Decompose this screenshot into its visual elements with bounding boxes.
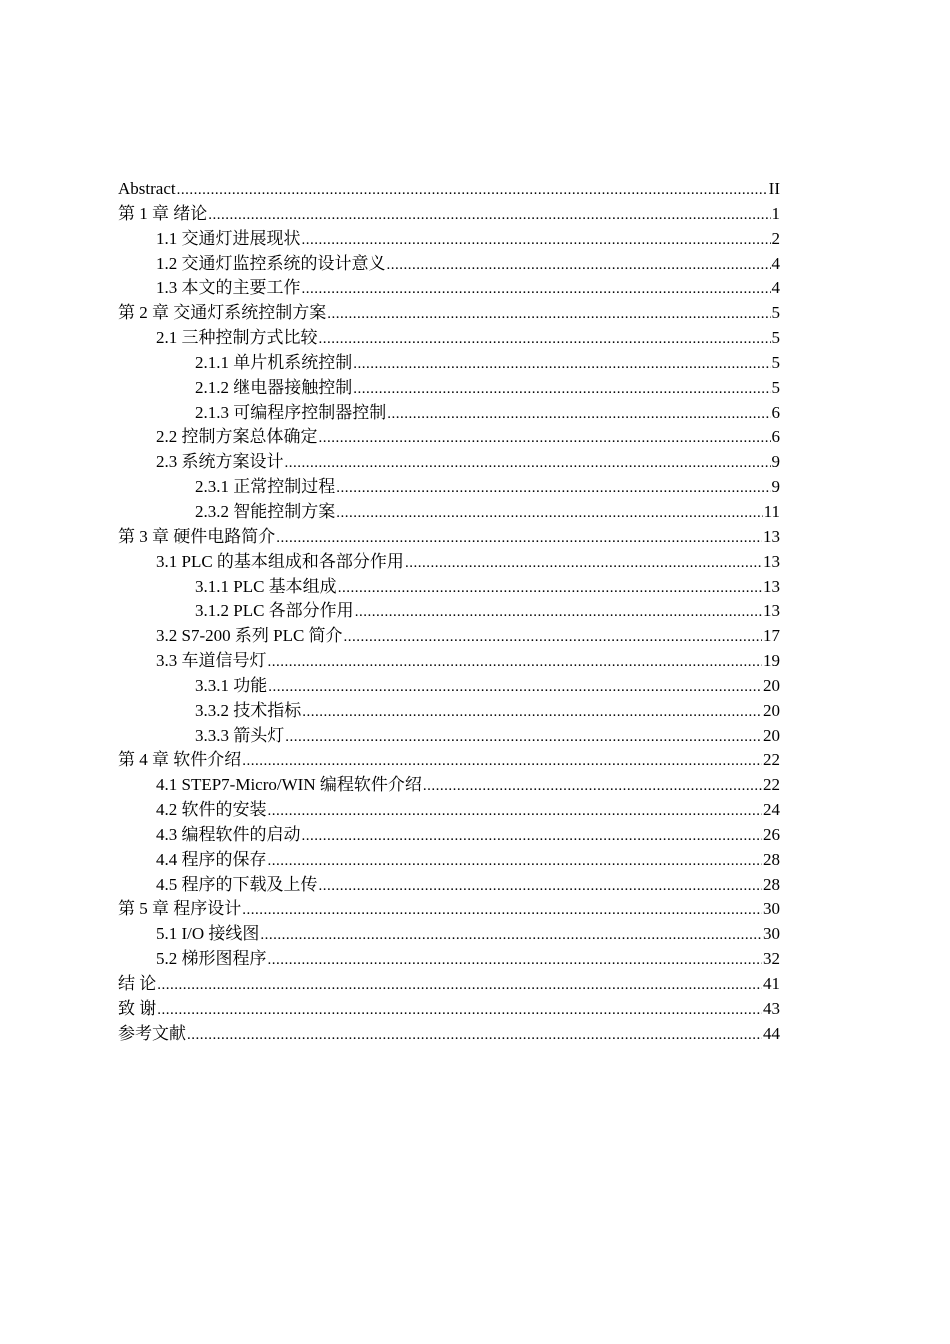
toc-dot-leader [268, 849, 763, 874]
toc-dot-leader [338, 576, 762, 601]
toc-dot-leader [268, 675, 762, 700]
toc-entry-page-number: 43 [763, 998, 780, 1018]
toc-entry-page-number: 28 [763, 874, 780, 894]
toc-entry-title: 4.4 程序的保存 [156, 849, 267, 869]
toc-dot-leader [353, 377, 770, 402]
toc-entry-title: 1.2 交通灯监控系统的设计意义 [156, 253, 386, 273]
toc-entry-page-number: II [768, 179, 780, 198]
toc-entry-title: 3.1.1 PLC 基本组成 [195, 576, 337, 596]
toc-entry-title: 5.2 梯形图程序 [156, 949, 267, 969]
toc-entry[interactable] [118, 376, 780, 401]
toc-entry-page-number: 6 [771, 402, 780, 422]
table-of-contents [118, 177, 780, 1047]
toc-entry[interactable] [118, 773, 780, 798]
toc-entry-title: 第 1 章 绪论 [118, 203, 208, 223]
toc-dot-leader [355, 600, 762, 625]
toc-entry-page-number: 13 [763, 526, 780, 546]
toc-entry-title: 1.1 交通灯进展现状 [156, 228, 301, 248]
toc-entry-page-number: 2 [771, 228, 780, 248]
toc-entry[interactable] [118, 599, 780, 624]
toc-entry-page-number: 5 [771, 377, 780, 397]
toc-entry-title: 4.1 STEP7-Micro/WIN 编程软件介绍 [156, 775, 422, 795]
toc-dot-leader [187, 1023, 762, 1048]
toc-entry-page-number: 5 [771, 303, 780, 323]
toc-dot-leader [336, 501, 762, 526]
toc-entry[interactable] [118, 276, 780, 301]
toc-entry-title: 第 5 章 程序设计 [118, 899, 242, 919]
toc-dot-leader [242, 898, 762, 923]
toc-entry-page-number: 20 [763, 700, 780, 720]
toc-entry-page-number: 11 [763, 501, 780, 521]
toc-entry[interactable] [118, 1022, 780, 1047]
toc-entry-title: 第 3 章 硬件电路简介 [118, 526, 276, 546]
toc-entry-page-number: 28 [763, 849, 780, 869]
toc-dot-leader [405, 551, 762, 576]
toc-entry[interactable] [118, 575, 780, 600]
toc-entry-title: 3.1 PLC 的基本组成和各部分作用 [156, 551, 404, 571]
toc-entry-title: 5.1 I/O 接线图 [156, 924, 260, 944]
toc-entry[interactable] [118, 227, 780, 252]
toc-entry-page-number: 26 [763, 824, 780, 844]
toc-entry[interactable] [118, 202, 780, 227]
toc-entry-title: 结 论 [118, 974, 157, 993]
toc-entry-title: 3.2 S7-200 系列 PLC 简介 [156, 626, 343, 646]
toc-dot-leader [319, 327, 771, 352]
toc-entry[interactable] [118, 401, 780, 426]
toc-dot-leader [387, 253, 771, 278]
toc-entry-title: 3.3.3 箭头灯 [195, 725, 285, 745]
toc-dot-leader [285, 451, 771, 476]
toc-entry[interactable] [118, 699, 780, 724]
toc-entry-title: 2.3.1 正常控制过程 [195, 477, 336, 497]
toc-dot-leader [157, 998, 762, 1023]
toc-entry-page-number: 32 [763, 949, 780, 969]
toc-entry[interactable] [118, 252, 780, 277]
toc-entry-page-number: 22 [763, 750, 780, 770]
toc-entry[interactable] [118, 450, 780, 475]
toc-entry[interactable] [118, 177, 780, 202]
toc-entry-title: 2.1 三种控制方式比较 [156, 328, 318, 348]
toc-entry[interactable] [118, 525, 780, 550]
toc-dot-leader [276, 526, 762, 551]
toc-entry[interactable] [118, 823, 780, 848]
toc-entry-title: 3.3 车道信号灯 [156, 651, 267, 671]
toc-entry[interactable] [118, 972, 780, 997]
toc-entry[interactable] [118, 873, 780, 898]
toc-entry-title: 3.3.1 功能 [195, 675, 268, 695]
toc-entry-page-number: 30 [763, 899, 780, 919]
toc-entry[interactable] [118, 724, 780, 749]
toc-dot-leader [268, 799, 763, 824]
toc-entry-title: 第 2 章 交通灯系统控制方案 [118, 303, 327, 323]
toc-entry-page-number: 6 [771, 427, 780, 447]
toc-entry-title: 2.3.2 智能控制方案 [195, 501, 336, 521]
toc-entry-page-number: 30 [763, 924, 780, 944]
toc-entry-title: 2.3 系统方案设计 [156, 452, 284, 472]
toc-entry-title: Abstract [118, 179, 176, 198]
toc-dot-leader [327, 302, 770, 327]
toc-dot-leader [268, 650, 763, 675]
toc-dot-leader [177, 178, 768, 203]
toc-entry[interactable] [118, 649, 780, 674]
toc-entry[interactable] [118, 500, 780, 525]
toc-entry[interactable] [118, 748, 780, 773]
toc-entry-title: 3.1.2 PLC 各部分作用 [195, 601, 354, 621]
toc-dot-leader [302, 228, 771, 253]
toc-dot-leader [302, 277, 771, 302]
toc-dot-leader [344, 625, 762, 650]
toc-entry-title: 4.5 程序的下载及上传 [156, 874, 318, 894]
toc-entry-title: 2.2 控制方案总体确定 [156, 427, 318, 447]
toc-entry-title: 1.3 本文的主要工作 [156, 278, 301, 298]
toc-dot-leader [319, 874, 763, 899]
toc-entry-page-number: 13 [763, 576, 780, 596]
toc-dot-leader [260, 923, 762, 948]
toc-entry[interactable] [118, 997, 780, 1022]
toc-dot-leader [353, 352, 770, 377]
toc-dot-leader [302, 824, 763, 849]
toc-entry-title: 3.3.2 技术指标 [195, 700, 302, 720]
toc-entry-title: 2.1.2 继电器接触控制 [195, 377, 353, 397]
toc-entry[interactable] [118, 351, 780, 376]
toc-entry-page-number: 13 [763, 601, 780, 621]
toc-entry-title: 4.2 软件的安装 [156, 800, 267, 820]
toc-entry[interactable] [118, 848, 780, 873]
toc-dot-leader [336, 476, 770, 501]
toc-entry-title: 参考文献 [118, 1023, 186, 1043]
toc-entry-page-number: 41 [763, 974, 780, 993]
toc-dot-leader [423, 774, 762, 799]
toc-entry-page-number: 5 [771, 352, 780, 372]
toc-entry-page-number: 4 [771, 278, 780, 298]
toc-entry-page-number: 1 [771, 203, 780, 223]
toc-entry-page-number: 20 [763, 725, 780, 745]
toc-entry-page-number: 20 [763, 675, 780, 695]
toc-entry[interactable] [118, 624, 780, 649]
toc-entry-page-number: 44 [763, 1023, 780, 1043]
toc-dot-leader [268, 948, 763, 973]
toc-dot-leader [302, 700, 762, 725]
toc-dot-leader [157, 973, 762, 998]
toc-entry[interactable] [118, 550, 780, 575]
toc-entry-page-number: 17 [763, 626, 780, 646]
toc-entry-title: 第 4 章 软件介绍 [118, 750, 242, 770]
toc-entry-title: 致 谢 [118, 998, 157, 1018]
toc-entry[interactable] [118, 425, 780, 450]
toc-entry-page-number: 19 [763, 651, 780, 671]
toc-dot-leader [285, 725, 762, 750]
toc-entry[interactable] [118, 326, 780, 351]
toc-entry-page-number: 5 [771, 328, 780, 348]
toc-entry-title: 2.1.1 单片机系统控制 [195, 352, 353, 372]
toc-entry-title: 4.3 编程软件的启动 [156, 824, 301, 844]
toc-dot-leader [242, 749, 762, 774]
toc-entry[interactable] [118, 922, 780, 947]
toc-entry-page-number: 9 [771, 477, 780, 497]
toc-dot-leader [208, 203, 770, 228]
toc-entry-page-number: 13 [763, 551, 780, 571]
toc-entry[interactable] [118, 475, 780, 500]
toc-dot-leader [319, 426, 771, 451]
toc-dot-leader [387, 402, 770, 427]
toc-entry[interactable] [118, 947, 780, 972]
toc-entry[interactable] [118, 674, 780, 699]
toc-entry[interactable] [118, 301, 780, 326]
toc-entry-page-number: 4 [771, 253, 780, 273]
toc-entry-title: 2.1.3 可编程序控制器控制 [195, 402, 387, 422]
toc-entry[interactable] [118, 798, 780, 823]
toc-entry-page-number: 9 [771, 452, 780, 472]
toc-entry-page-number: 22 [763, 775, 780, 795]
toc-entry[interactable] [118, 897, 780, 922]
toc-entry-page-number: 24 [763, 800, 780, 820]
